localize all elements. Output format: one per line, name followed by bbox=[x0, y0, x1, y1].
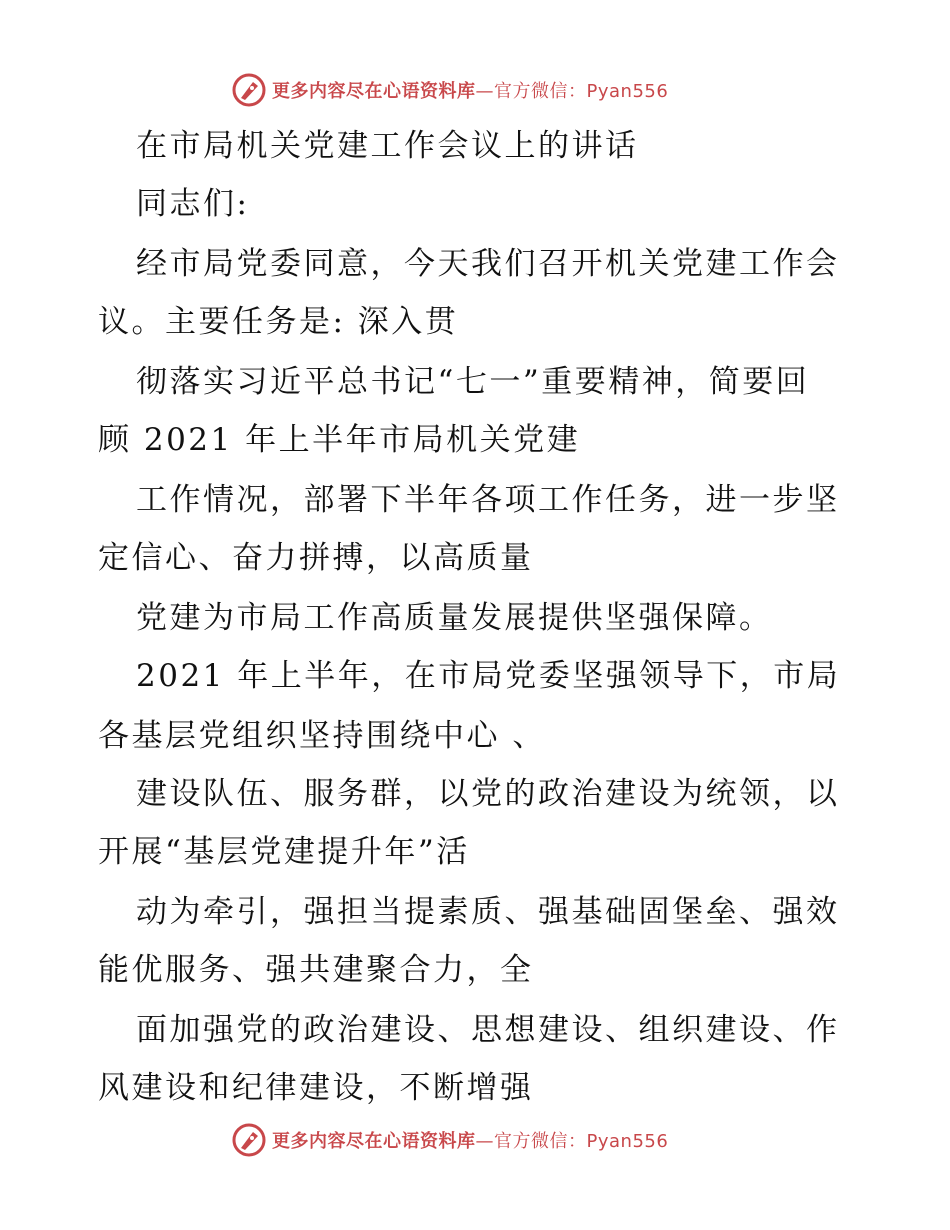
paragraph-line: 工作情况，部署下半年各项工作任务，进一步坚 bbox=[136, 482, 840, 518]
paragraph-line: 2021 年上半年，在市局党委坚强领导下，市局 bbox=[136, 658, 841, 694]
paragraph-line: 经市局党委同意，今天我们召开机关党建工作会 bbox=[136, 246, 840, 282]
salutation: 同志们: bbox=[136, 186, 250, 222]
pen-nib-logo-icon bbox=[232, 73, 266, 107]
paragraph-line: 议。主要任务是: 深入贯 bbox=[98, 304, 459, 340]
pen-nib-logo-icon bbox=[232, 1123, 266, 1157]
paragraph-line: 能优服务、强共建聚合力，全 bbox=[98, 952, 534, 988]
watermark-text: 更多内容尽在心语资料库—官方微信：Pyan556 bbox=[272, 1131, 669, 1152]
watermark-text: 更多内容尽在心语资料库—官方微信：Pyan556 bbox=[272, 81, 669, 102]
paragraph-line: 各基层党组织坚持围绕中心 、 bbox=[98, 718, 546, 754]
paragraph-line: 彻落实习近平总书记“七一”重要精神，简要回 bbox=[136, 364, 810, 400]
paragraph-line: 风建设和纪律建设，不断增强 bbox=[98, 1070, 534, 1106]
paragraph-line: 面加强党的政治建设、思想建设、组织建设、作 bbox=[136, 1012, 840, 1048]
document-title: 在市局机关党建工作会议上的讲话 bbox=[136, 128, 639, 164]
paragraph-line: 党建为市局工作高质量发展提供坚强保障。 bbox=[136, 600, 773, 636]
watermark-banner-bottom bbox=[232, 1122, 668, 1158]
paragraph-line: 定信心、奋力拼搏，以高质量 bbox=[98, 540, 534, 576]
paragraph-line: 顾 2021 年上半年市局机关党建 bbox=[98, 422, 581, 458]
paragraph-line: 建设队伍、服务群，以党的政治建设为统领，以 bbox=[136, 776, 840, 812]
watermark-banner-top bbox=[232, 72, 668, 108]
paragraph-line: 开展“基层党建提升年”活 bbox=[98, 834, 470, 870]
paragraph-line: 动为牵引，强担当提素质、强基础固堡垒、强效 bbox=[136, 894, 840, 930]
